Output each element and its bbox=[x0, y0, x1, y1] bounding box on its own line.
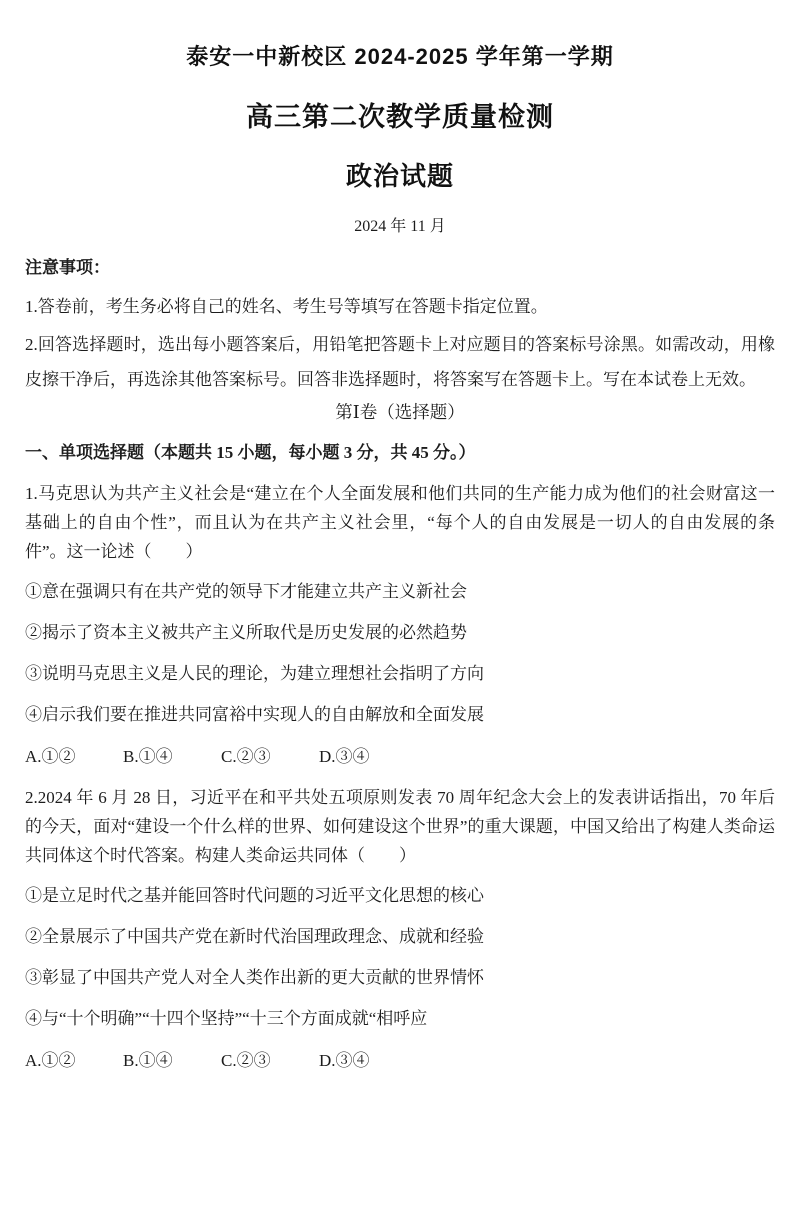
exam-header bbox=[25, 43, 775, 242]
question-2-statement-3: ③彰显了中国共产党人对全人类作出新的更大贡献的世界情怀 bbox=[25, 968, 484, 987]
question-2-choice-d: D.③④ bbox=[319, 1051, 370, 1070]
volume-heading: 第Ⅰ卷（选择题） bbox=[335, 402, 465, 422]
question-2-statement-1: ①是立足时代之基并能回答时代问题的习近平文化思想的核心 bbox=[25, 886, 484, 905]
question-1-choice-b: B.①④ bbox=[123, 747, 173, 766]
question-2-choice-c: C.②③ bbox=[221, 1051, 271, 1070]
question-2-choice-a: A.①② bbox=[25, 1051, 76, 1070]
exam-title-exam-name: 高三第二次教学质量检测 bbox=[246, 102, 554, 132]
question-1-stem: 1.马克思认为共产主义社会是“建立在个人全面发展和他们共同的生产能力成为他们的社会财富这一基础上的自由个性”，而且认为在共产主义社会里，“每个人的自由发展是一切人的自由发展的条件”。这一论述（ ） bbox=[25, 484, 775, 561]
notice-heading: 注意事项： bbox=[25, 258, 110, 277]
question-1-choice-d: D.③④ bbox=[319, 747, 370, 766]
question-1-choice-c: C.②③ bbox=[221, 747, 271, 766]
question-2-stem: 2.2024 年 6 月 28 日，习近平在和平共处五项原则发表 70 周年纪念大会上的发表讲话指出，70 年后的今天，面对“建设一个什么样的世界、如何建设这个世界”的重大课题，中国又给出了构建人类命运共同体这个时代答案。构建人类命运共同体（ ） bbox=[25, 788, 775, 865]
notice-section bbox=[25, 253, 775, 397]
question-2-statement-2: ②全景展示了中国共产党在新时代治国理政理念、成就和经验 bbox=[25, 927, 484, 946]
part-heading: 一、单项选择题（本题共 15 小题，每小题 3 分，共 45 分。） bbox=[25, 443, 476, 462]
question-2-choice-b: B.①④ bbox=[123, 1051, 173, 1070]
question-2-statement-4: ④与“十个明确”“十四个坚持”“十三个方面成就“相呼应 bbox=[25, 1009, 428, 1028]
notice-item-2: 2.回答选择题时，选出每小题答案后，用铅笔把答题卡上对应题目的答案标号涂黑。如需改动，用橡皮擦干净后，再选涂其他答案标号。回答非选择题时，将答案写在答题卡上。写在本试卷上无效。 bbox=[25, 335, 775, 389]
notice-item-1: 1.答卷前，考生务必将自己的姓名、考生号等填写在答题卡指定位置。 bbox=[25, 297, 548, 316]
exam-paper-page bbox=[0, 43, 800, 1224]
question-2-choices bbox=[25, 1046, 775, 1076]
exam-date: 2024 年 11 月 bbox=[354, 218, 446, 235]
question-1-choice-a: A.①② bbox=[25, 747, 76, 766]
exam-title-school-session: 泰安一中新校区 2024-2025 学年第一学期 bbox=[186, 44, 614, 69]
question-1-statement-4: ④启示我们要在推进共同富裕中实现人的自由解放和全面发展 bbox=[25, 705, 484, 724]
question-1-statement-1: ①意在强调只有在共产党的领导下才能建立共产主义新社会 bbox=[25, 582, 467, 601]
question-1-choices bbox=[25, 742, 775, 772]
exam-title-subject: 政治试题 bbox=[345, 161, 454, 191]
question-1-statement-2: ②揭示了资本主义被共产主义所取代是历史发展的必然趋势 bbox=[25, 623, 467, 642]
question-2 bbox=[25, 783, 775, 1076]
question-1-statement-3: ③说明马克思主义是人民的理论，为建立理想社会指明了方向 bbox=[25, 664, 484, 683]
question-1 bbox=[25, 479, 775, 772]
